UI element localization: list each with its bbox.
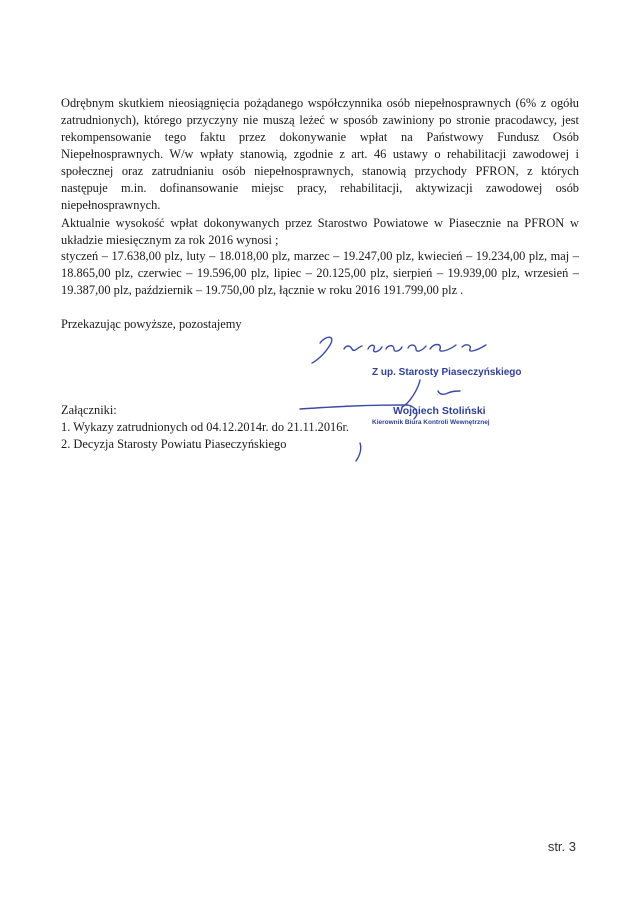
handwritten-signature — [290, 325, 550, 465]
page-number: str. 3 — [547, 839, 576, 854]
paragraph-payments-intro: Aktualnie wysokość wpłat dokonywanych przez Starostwo Powiatowe w Piasecznie na PFRON w układzie miesięcznym za rok 2016 wynosi ; — [61, 216, 579, 247]
closing-line: Przekazując powyższe, pozostajemy — [61, 317, 242, 331]
stamp-position: Kierownik Biura Kontroli Wewnętrznej — [372, 419, 490, 426]
paragraph-monthly-payments: styczeń – 17.638,00 plz, luty – 18.018,00 plz, marzec – 19.247,00 plz, kwiecień – 19.234,00 plz, maj – 18.865,00 plz, czerwiec – 19.596,00 plz, lipiec – 20.125,00 plz, sierpień – 19.939,00 plz, wrzesień – 19.387,00 plz, październik – 19.750,00 plz, łącznie w roku 2016 191.799,00 plz . — [61, 249, 579, 297]
stamp-authorization-line: Z up. Starosty Piaseczyńskiego — [372, 367, 522, 378]
stamp-name: Wojciech Stoliński — [393, 405, 486, 417]
attachment-item-1: 1. Wykazy zatrudnionych od 04.12.2014r. do 21.11.2016r. — [61, 420, 349, 434]
attachments-heading: Załączniki: — [61, 403, 117, 417]
attachment-item-2: 2. Decyzja Starosty Powiatu Piaseczyńskiego — [61, 437, 287, 451]
paragraph-pfron-effect: Odrębnym skutkiem nieosiągnięcia pożądanego współczynnika osób niepełnosprawnych (6% z ogółu zatrudnionych), którego przyczyny nie muszą leżeć w sposób zawiniony po stronie pracodawcy, jest rekompensowanie tego faktu przez dokonywanie wpłat na Państwowy Fundusz Osób Niepełnosprawnych. W/w wpłaty stanowią, zgodnie z art. 46 ustawy o rehabilitacji zawodowej i społecznej oraz zatrudnianiu osób niepełnosprawnych, stanowią przychody PFRON, z których następuje m.in. dofinansowanie miejsc pracy, rehabilitacji, aktywizacji zawodowej osób niepełnosprawnych. — [61, 96, 579, 212]
